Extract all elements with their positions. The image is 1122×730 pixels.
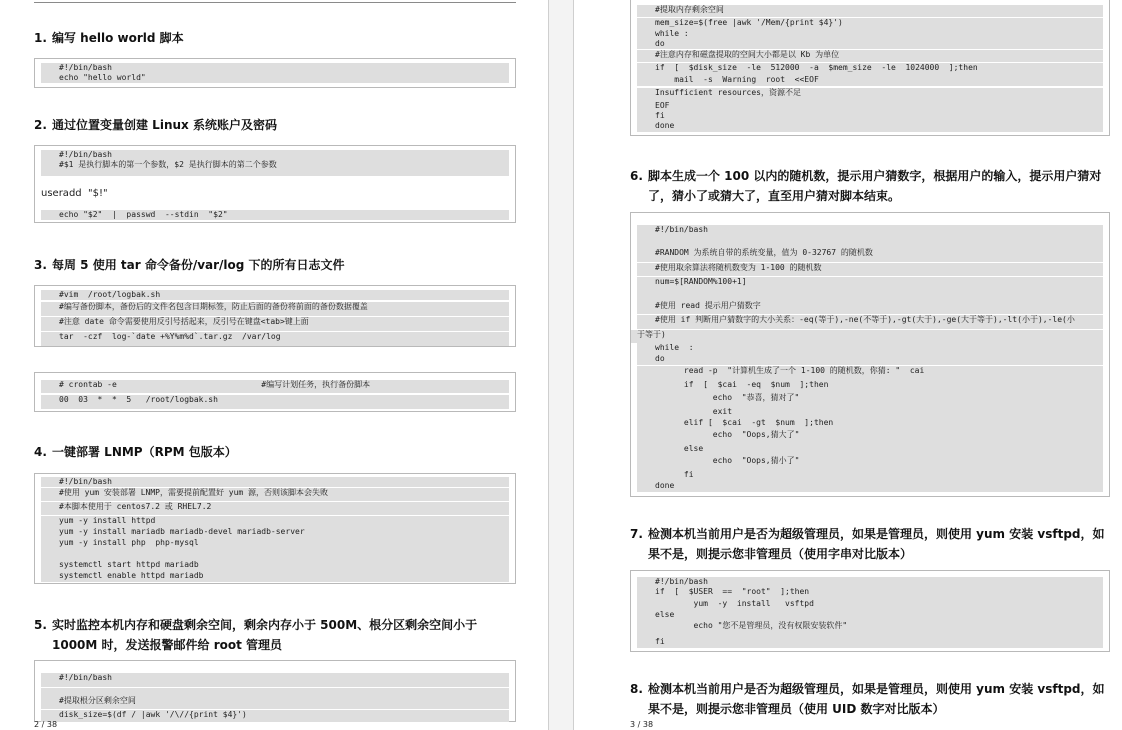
code-line: else bbox=[637, 444, 1103, 456]
code-block-6 bbox=[630, 212, 1110, 497]
code-line: echo "Oops,猜大了" bbox=[637, 430, 1103, 444]
section-heading-3: 3. 每周 5 使用 tar 命令备份/var/log 下的所有日志文件 bbox=[34, 258, 345, 272]
code-line: #本脚本使用于 centos7.2 或 RHEL7.2 bbox=[41, 502, 509, 515]
section-heading-1: 1. 编写 hello world 脚本 bbox=[34, 31, 184, 45]
section-heading-8: 8. 检测本机当前用户是否为超级管理员，如果是管理员，则使用 yum 安装 vsftpd，如果不是，则提示您非管理员（使用 UID 数字对比版本） bbox=[630, 682, 1105, 716]
code-line: tar -czf log-`date +%Y%m%d`.tar.gz /var/log bbox=[41, 332, 509, 346]
code-line: if [ $USER == "root" ];then bbox=[637, 587, 1103, 599]
code-line: yum -y install vsftpd bbox=[637, 599, 1103, 610]
code-line: echo "恭喜，猜对了" bbox=[637, 393, 1103, 407]
code-line bbox=[637, 237, 1103, 248]
code-line: systemctl start httpd mariadb bbox=[41, 560, 509, 571]
section-heading-4: 4. 一键部署 LNMP（RPM 包版本） bbox=[34, 445, 237, 459]
code-block-7 bbox=[630, 570, 1110, 652]
code-line: read -p "计算机生成了一个 1-100 的随机数，你猜: " cai bbox=[637, 366, 1103, 380]
code-line: #$1 是执行脚本的第一个参数，$2 是执行脚本的第二个参数 bbox=[41, 160, 509, 176]
code-line: if [ $disk_size -le 512000 -a $mem_size -le 1024000 ];then bbox=[637, 63, 1103, 75]
page-number: 3 / 38 bbox=[630, 720, 654, 729]
code-line: #注意 date 命令需要使用反引号括起来，反引号在键盘<tab>键上面 bbox=[41, 317, 509, 331]
document-page-left bbox=[0, 0, 548, 730]
code-line: useradd "$!" bbox=[41, 188, 108, 199]
code-line: #使用取余算法将随机数变为 1-100 的随机数 bbox=[637, 263, 1103, 276]
code-line: if [ $cai -eq $num ];then bbox=[637, 380, 1103, 393]
code-line: #RANDOM 为系统自带的系统变量，值为 0-32767 的随机数 bbox=[637, 248, 1103, 262]
code-block-2 bbox=[34, 145, 516, 223]
code-line: #vim /root/logbak.sh bbox=[41, 290, 509, 300]
code-line: yum -y install php php-mysql bbox=[41, 538, 509, 549]
section-heading-5: 5. 实时监控本机内存和硬盘剩余空间，剩余内存小于 500M、根分区剩余空间小于 1000M 时，发送报警邮件给 root 管理员 bbox=[34, 618, 478, 652]
code-line: #!/bin/bash bbox=[41, 673, 509, 687]
code-line: EOF bbox=[637, 101, 1103, 111]
code-line bbox=[41, 688, 509, 696]
code-line: yum -y install httpd bbox=[41, 516, 509, 527]
page-gutter bbox=[548, 0, 574, 730]
code-line: fi bbox=[637, 637, 1103, 648]
code-line: while : bbox=[637, 343, 1103, 354]
code-line: #使用 if 判断用户猜数字的大小关系：-eq(等于),-ne(不等于),-gt(大于),-ge(大于等于),-lt(小于),-le(小 bbox=[637, 315, 1103, 329]
code-line: #!/bin/bash bbox=[637, 577, 1103, 587]
code-line: echo "hello world" bbox=[41, 73, 509, 83]
page-number: 2 / 38 bbox=[34, 720, 58, 729]
code-line: #注意内存和磁盘提取的空间大小都是以 Kb 为单位 bbox=[637, 50, 1103, 62]
header-rule bbox=[34, 2, 516, 3]
code-line: # crontab -e #编写计划任务，执行备份脚本 bbox=[41, 380, 509, 393]
code-line: #!/bin/bash bbox=[637, 225, 1103, 237]
code-line: do bbox=[637, 39, 1103, 49]
code-line: fi bbox=[637, 470, 1103, 481]
code-line: else bbox=[637, 610, 1103, 621]
code-block-5-continued bbox=[630, 0, 1110, 136]
code-line: exit bbox=[637, 407, 1103, 418]
code-line: #!/bin/bash bbox=[41, 63, 509, 73]
code-line bbox=[637, 290, 1103, 301]
code-line: #编写备份脚本，备份后的文件名包含日期标签，防止后面的备份将前面的备份数据覆盖 bbox=[41, 302, 509, 316]
code-block-1 bbox=[34, 58, 516, 88]
code-line: do bbox=[637, 354, 1103, 365]
code-line: num=$[RANDOM%100+1] bbox=[637, 277, 1103, 290]
code-block-4 bbox=[34, 473, 516, 584]
code-line: systemctl enable httpd mariadb bbox=[41, 571, 509, 582]
document-page-right bbox=[574, 0, 1122, 730]
code-line: Insufficient resources，资源不足 bbox=[637, 88, 1103, 101]
code-line: mem_size=$(free |awk '/Mem/{print $4}') bbox=[637, 18, 1103, 29]
section-heading-7: 7. 检测本机当前用户是否为超级管理员，如果是管理员，则使用 yum 安装 vsftpd，如果不是，则提示您非管理员（使用字串对比版本） bbox=[630, 527, 1105, 561]
code-line bbox=[41, 549, 509, 560]
code-line: while : bbox=[637, 29, 1103, 39]
code-line: #提取内存剩余空间 bbox=[637, 5, 1103, 17]
code-line: disk_size=$(df / |awk '/\//{print $4}') bbox=[41, 710, 509, 722]
code-line: #提取根分区剩余空间 bbox=[41, 696, 509, 709]
code-line: #!/bin/bash bbox=[41, 477, 509, 487]
code-line: done bbox=[637, 121, 1103, 132]
code-line: mail -s Warning root <<EOF bbox=[637, 75, 1103, 86]
code-line: #!/bin/bash bbox=[41, 150, 509, 160]
code-line: echo "$2" | passwd --stdin "$2" bbox=[41, 210, 509, 220]
code-block-3b bbox=[34, 372, 516, 412]
code-line: 于等于) bbox=[631, 330, 1103, 343]
code-block-3 bbox=[34, 285, 516, 347]
code-line: fi bbox=[637, 111, 1103, 121]
code-line: echo "Oops,猜小了" bbox=[637, 456, 1103, 470]
code-line: 00 03 * * 5 /root/logbak.sh bbox=[41, 395, 509, 409]
code-line: echo "您不是管理员，没有权限安装软件" bbox=[637, 621, 1103, 637]
code-block-5 bbox=[34, 660, 516, 722]
code-line: elif [ $cai -gt $num ];then bbox=[637, 418, 1103, 430]
code-line: done bbox=[637, 481, 1103, 492]
code-line: yum -y install mariadb mariadb-devel mariadb-server bbox=[41, 527, 509, 538]
code-line: #使用 yum 安装部署 LNMP，需要提前配置好 yum 源，否则该脚本会失败 bbox=[41, 488, 509, 501]
section-heading-2: 2. 通过位置变量创建 Linux 系统账户及密码 bbox=[34, 118, 277, 132]
section-heading-6: 6. 脚本生成一个 100 以内的随机数，提示用户猜数字，根据用户的输入，提示用户猜对了，猜小了或猜大了，直至用户猜对脚本结束。 bbox=[630, 169, 1102, 203]
code-line: #使用 read 提示用户猜数字 bbox=[637, 301, 1103, 314]
